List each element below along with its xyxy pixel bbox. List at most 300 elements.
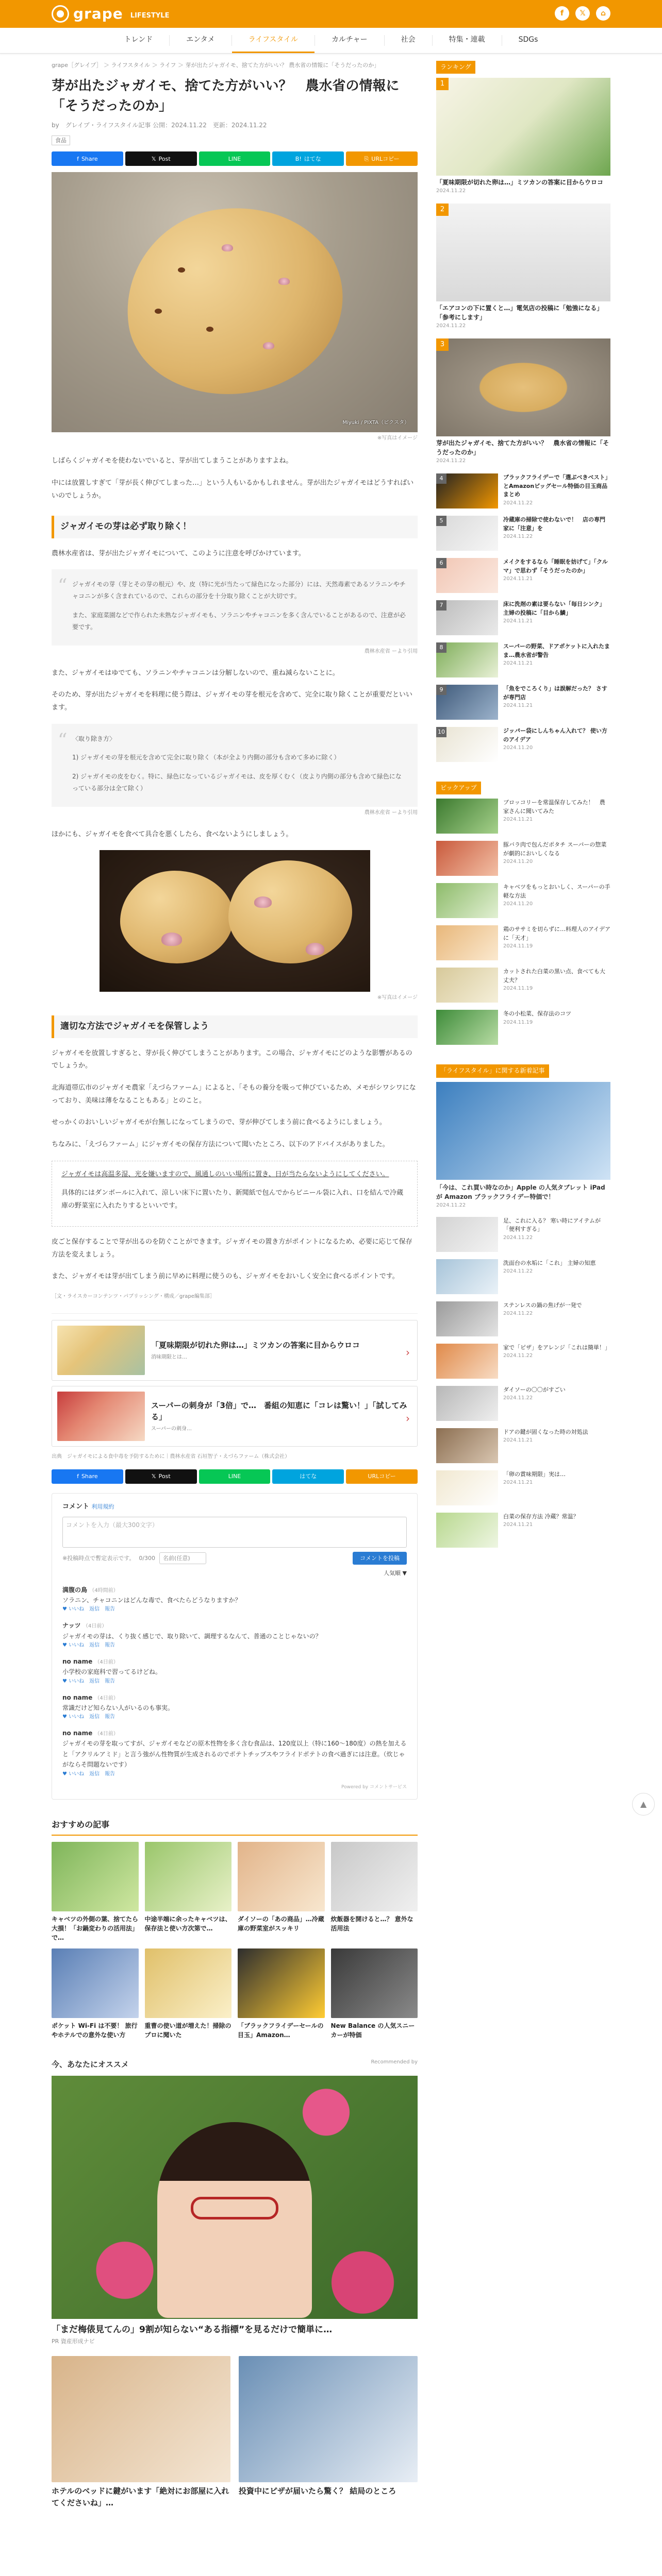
char-count: 0/300 [139,1554,156,1562]
x-icon[interactable]: 𝕏 [575,6,590,21]
potato-sprout [222,244,233,251]
grape-logo-icon [52,5,69,23]
lifestyle-title: ステンレスの鍋の焦げが一発で [503,1301,582,1309]
recommend-title: 「ブラックフライデーセールの目玉」Amazon… [238,2022,324,2039]
highlight-text: ジャガイモは高温多湿、光を嫌いますので、風通しのいい場所に置き、日が当たらないようにしてください。 [61,1170,389,1178]
top-bar [0,0,662,28]
recommend-title: キャベツの外側の葉、捨てたら大損！「お鍋変わりの活用法」で… [52,1915,139,1941]
brand-name: grape [73,5,123,22]
ranking-title: メイクをするなら「睡眠を妨げて」「クルマ」で思わず「そうだったのか」 [503,558,608,574]
facebook-icon: f [77,1473,79,1480]
article-tag[interactable]: 食品 [52,135,70,146]
lifestyle-title: 家で「ピザ」をアレンジ「これは簡単！」 [503,1344,611,1351]
recommend-thumb [145,1842,232,1911]
quote-text: “ 〈取り除き方〉 [72,735,116,742]
share-label: Post [158,1473,171,1480]
ranking-title: スーパーの野菜、ドアポケットに入れたまま…農水省が警告 [503,643,610,658]
recommend-thumb [238,1842,325,1911]
comment-actions[interactable]: ♥ いいね 返信 報告 [62,1606,115,1613]
lifestyle-item[interactable] [436,1344,610,1379]
share-hatena-button[interactable] [272,151,344,166]
share-bar [52,151,418,166]
commenter-name: ナッツ [62,1622,81,1630]
ranking-date: 2024.11.22 [503,534,533,540]
related-title: スーパーの刺身が「3倍」で… 番組の知恵に「コレは驚い！」「試してみる」 [151,1400,407,1422]
lifestyle-date: 2024.11.22 [503,1395,533,1401]
ad-big-title[interactable]: 「まだ梅俵見てんの」9割が知らない“ある指標”を見るだけで簡単に… [52,2324,333,2335]
rank-number: 1 [436,78,449,90]
paragraph: 皮ごと保存することで芽が出るのを防ぐことができます。ジャガイモの置き方がポイントになるため、必要に応じて保存方法を変えましょう。 [52,1238,412,1259]
lifestyle-item[interactable] [436,1513,610,1548]
potato-shape [114,194,355,408]
ranking-title: 冷蔵庫の掃除で使わないで！ 店の専門家に「注意」を [503,516,605,532]
quote-source[interactable]: 農林水産省 ーより引用 [364,648,418,654]
comments-title: コメント [62,1502,90,1511]
lifestyle-big-title: 「今は、これ買い時なのか」Apple の人気タブレット iPad が Amazon ブラックフライデー特価で！ [436,1183,605,1200]
pickup-title: キャベツをもっとおいしく、スーパーの手軽な方法 [503,884,610,899]
related-card[interactable] [52,1320,418,1381]
lifestyle-thumb [436,1259,498,1294]
highlight-box [52,1161,418,1227]
lifestyle-item[interactable] [436,1428,610,1463]
comment-item [62,1621,407,1650]
share-label: URLコピー [371,155,400,162]
paragraph: 農林水産省は、芽が出たジャガイモについて、このように注意を呼びかけています。 [52,549,305,557]
comment-text: 小学校の家庭科で習ってるけどね。 [62,1668,162,1676]
lifestyle-date: 2024.11.22 [503,1234,533,1241]
recommend-title: New Balance の人気スニーカーが特価 [330,2022,415,2039]
pickup-heading: ピックアップ [436,782,481,794]
ad-card[interactable] [239,2356,418,2509]
recommend-card[interactable] [238,1842,325,1942]
nav-entame[interactable]: エンタメ [186,35,215,44]
chevron-up-icon: ▲ [640,1799,647,1809]
share-label: Post [158,155,171,162]
ranking-thumb [436,642,498,677]
lifestyle-item[interactable] [436,1259,610,1294]
share-label: はてな [300,1473,317,1480]
lifestyle-date: 2024.11.21 [503,1480,533,1486]
comment-controls [62,1552,407,1565]
ranking-item[interactable] [436,600,610,635]
ad-thumb [239,2356,418,2482]
ad-powered: Recommended by [371,2059,418,2065]
ranking-date: 2024.11.22 [436,458,466,464]
rank-number: 10 [436,727,446,737]
comment-text: ジャガイモの芽を取ってすが、ジャガイモなどの原木性物を多く含む食品は、120度以上（特に160〜180度）の熱を加えると「アクリルアミド」と言う強がん性物質が生成されるのでポテトチップスやフライドポテトの食べ過ぎには注意。（炊じゃがならそ問題ないです） [62,1740,407,1769]
highlight-text: 具体的にはダンボールに入れて、涼しい床下に置いたり、新聞紙で包んでからビニール袋に入れ、口を結んで冷蔵庫の野菜室に入れたりするといいです。 [61,1189,404,1210]
ranking-date: 2024.11.22 [503,500,533,506]
ranking-date: 2024.11.21 [503,703,533,709]
comment-age: （4日前） [82,1623,107,1630]
share-line-button[interactable] [199,151,271,166]
potato-shape [228,860,352,963]
pickup-item[interactable] [436,799,610,834]
link-icon: ⎘ [364,155,369,162]
lifestyle-date: 2024.11.22 [503,1311,533,1317]
share-line-button[interactable] [199,1469,271,1484]
potato-shape [120,871,234,963]
share-bar-bottom [52,1469,418,1484]
article-body [52,455,418,1283]
share-label: LINE [228,155,241,162]
rules-link[interactable]: 利用規約 [91,1503,114,1510]
share-label: URLコピー [368,1473,396,1480]
lifestyle-title: 足、これに入る？ 寒い時にアイテムが「便利すぎる」 [503,1217,601,1233]
recommend-title: 中途半端に余ったキャベツは、保存法と使い方次第で… [144,1915,231,1932]
ranking-date: 2024.11.21 [503,576,533,582]
rank-number: 2 [436,204,449,216]
ranking-top [436,78,610,465]
paragraph: また、ジャガイモはゆでても、ソラニンやチャコニンは分解しないので、重ね減らないことに。 [52,669,339,677]
ranking-thumb [436,727,498,762]
rank-number: 9 [436,685,446,695]
potato-sprout [278,278,290,285]
paragraph: せっかくのおいしいジャガイモが台無しになってしまうので、芽が伸びてしまう前に食べるようにしましょう。 [52,1118,386,1127]
rank-number: 5 [436,516,446,526]
comment-item [62,1728,407,1778]
ranking-thumb [436,473,498,509]
blockquote [52,724,418,807]
recommend-card[interactable] [331,1842,418,1942]
rank-number: 8 [436,642,446,653]
breadcrumb[interactable]: grape［グレイプ］ ＞ ライフスタイル ＞ ライフ ＞ 芽が出たジャガイモ、捨てた方がいい？ 農水省の情報に「そうだったのか」 [52,62,380,69]
ad-big-image[interactable] [52,2076,418,2319]
blockquote [52,569,418,645]
comment-item [62,1693,407,1722]
quote-text: また、家庭菜園などで作られた未熟なジャガイモも、ソラニンやチャコニンを多く含んでいることがあるので、注意が必要です。 [72,611,406,631]
ranking-item[interactable] [436,516,610,551]
share-hatena-button[interactable] [272,1469,344,1484]
lifestyle-thumb [436,1217,498,1252]
paragraph: しばらくジャガイモを使わないでいると、芽が出てしまうことがありますよね。 [52,457,293,465]
comment-age: （4日前） [94,1695,119,1701]
comment-text: 常識だけど知らない人がいるのも事実。 [62,1704,174,1711]
comment-actions[interactable]: ♥ いいね 返信 報告 [62,1771,115,1777]
chevron-right-icon: › [406,1412,410,1425]
share-x-button[interactable] [125,1469,197,1484]
pickup-thumb [436,883,498,918]
lifestyle-title: 洗面台の水垢に「これ」 主婦の知恵 [503,1259,596,1266]
ranking-item[interactable] [436,204,610,330]
article-main [52,61,418,2509]
pickup-item[interactable] [436,883,610,918]
pickup-title: 豚バラ肉で包んだポタチ スーパーの惣菜が劇的においしくなる [503,841,607,857]
share-x-button[interactable] [125,151,197,166]
potato-sprout [161,933,182,946]
image-credit: Miyuki / PIXTA（ピクスタ） [342,420,409,426]
paragraph: また、ジャガイモは芽が出てしまう前に早めに料理に使うのも、ジャガイモをおいしく安全に食べるポイントです。 [52,1273,399,1281]
ranking-thumb [436,685,498,720]
comment-actions[interactable]: ♥ いいね 返信 報告 [62,1714,115,1720]
comment-actions[interactable]: ♥ いいね 返信 報告 [62,1678,115,1684]
paragraph: 中には放置しすぎて「芽が長く伸びてしまった…」という人もいるかもしれません。芽が出たジャガイモはどうすればいいのでしょうか。 [52,479,414,500]
pickup-title: 鶏のササミを切らずに…料理人のアイデアに「天才」 [503,926,611,941]
ranking-title: 「エアコンの下に置くと…」電気店の投稿に「勉強になる」「参考にします」 [436,304,603,321]
lifestyle-thumb [436,1386,498,1421]
ad-thumb [52,2356,230,2482]
site-logo[interactable] [52,3,169,26]
ad-title: ホテルのベッドに鍵がいます「絶対にお部屋に入れてくださいね」… [52,2486,229,2507]
pickup-thumb [436,1010,498,1045]
lifestyle-big-item[interactable] [436,1082,610,1210]
lifestyle-title: ドアの鍵が固くなった時の対処法 [503,1428,588,1435]
ranking-thumb [436,516,498,551]
nav-society[interactable]: 社会 [401,35,416,44]
recommend-card[interactable] [331,1948,418,2040]
recommend-thumb [331,1948,418,2018]
ranking-date: 2024.11.21 [503,618,533,624]
recommend-grid [52,1842,418,2040]
pickup-date: 2024.11.21 [503,817,533,823]
image-caption: ※写真はイメージ [377,435,418,442]
hatena-icon: B! [295,155,302,162]
recommend-thumb [52,1948,139,2018]
recommend-card[interactable] [52,1842,139,1942]
share-facebook-button[interactable] [52,151,123,166]
recommend-card[interactable] [238,1948,325,2040]
scroll-top-button[interactable] [632,1793,655,1816]
ranking-list [436,473,610,762]
paragraph: ジャガイモを放置しすぎると、芽が長く伸びてしまうことがあります。この場合、ジャガイモにどのような影響があるのでしょうか。 [52,1049,412,1070]
ad-grid [52,2356,418,2509]
pickup-date: 2024.11.19 [503,943,533,950]
share-label: Share [81,155,98,162]
main-nav [0,28,662,54]
related-title: 「夏味期限が切れた卵は…」ミツカンの答案に目からウロコ [151,1341,360,1350]
share-copy-button[interactable] [346,1469,418,1484]
sidebar [436,61,610,2509]
lifestyle-item[interactable] [436,1217,610,1252]
nav-feature[interactable]: 特集・連載 [449,35,485,44]
lifestyle-item[interactable] [436,1470,610,1505]
pickup-date: 2024.11.19 [503,1019,533,1025]
pickup-date: 2024.11.20 [503,901,533,907]
lifestyle-title: ダイソーの〇〇がすごい [503,1386,566,1393]
share-label: LINE [228,1473,241,1480]
ranking-date: 2024.11.22 [436,323,466,329]
comment-section [52,1493,418,1800]
ranking-title: 「魚をでころくり」は誤解だった？ さすが専門店 [503,685,607,701]
comments-header [62,1502,407,1513]
recommend-title: 炊飯器を開けると…？ 意外な活用法 [330,1915,413,1932]
pickup-list [436,799,610,1045]
nav-sdgs[interactable]: SDGs [518,35,538,44]
home-icon[interactable]: ⌂ [596,6,610,21]
ad-glasses-shape [191,2197,278,2219]
x-icon: 𝕏 [151,1473,156,1480]
ranking-item[interactable] [436,727,610,762]
pickup-title: カットされた白菜の黒い点、食べても大丈夫？ [503,968,605,984]
nav-trend[interactable]: トレンド [124,35,153,44]
pickup-date: 2024.11.20 [503,859,533,865]
quote-text: 2) ジャガイモの皮をむく。特に、緑色になっているジャガイモは、皮を厚くむく（皮より内側の部分も含めて緑色になっている部分は全て除く） [72,773,402,792]
ranking-date: 2024.11.22 [436,188,466,194]
pickup-item[interactable] [436,841,610,876]
ranking-item[interactable] [436,642,610,677]
ranking-thumb [436,78,610,176]
ranking-date: 2024.11.21 [503,660,533,667]
paragraph: 北海道帯広市のジャガイモ農家「えづらファーム」によると、「そもの養分を吸って伸びているため、メモがシワシワになっており、美味は薄をなることもある」とのこと。 [52,1084,416,1105]
ranking-item[interactable] [436,473,610,509]
lifestyle-date: 2024.11.22 [503,1353,533,1359]
rank-number: 4 [436,473,446,484]
pickup-item[interactable] [436,1010,610,1045]
rank-number: 7 [436,600,446,611]
ranking-thumb [436,338,610,436]
comments-powered: Powered by コメントサービス [341,1784,407,1790]
lifestyle-thumb [436,1470,498,1505]
lifestyle-date: 2024.11.21 [503,1522,533,1528]
paragraph: そのため、芽が出たジャガイモを料理に使う際は、ジャガイモの芽を根元を含めて、完全に取り除くことが重要だといいます。 [52,691,412,711]
ad-header [52,2058,418,2071]
rank-number: 3 [436,338,449,351]
ranking-title: 「夏味期限が切れた卵は…」ミツカンの答案に目からウロコ [436,179,604,187]
lifestyle-thumb [436,1301,498,1336]
related-articles [52,1313,418,1447]
pickup-item[interactable] [436,968,610,1003]
lifestyle-big-thumb [436,1082,610,1180]
recommend-title: 重曹の使い道が増えた！掃除のプロに聞いた [144,2022,231,2039]
pickup-date: 2024.11.19 [503,986,533,992]
ad-person-shape [157,2122,312,2318]
ranking-thumb [436,204,610,301]
ranking-thumb [436,600,498,635]
nickname-input[interactable]: 名前(任意) [159,1552,206,1565]
pickup-thumb [436,925,498,960]
recommend-card[interactable] [52,1948,139,2040]
comment-age: （4日前） [94,1659,119,1666]
share-label: はてな [304,155,321,162]
commenter-name: no name [62,1693,93,1701]
recommend-title: ダイソーの「あの商品」…冷蔵庫の野菜室がスッキリ [238,1915,324,1932]
comment-input[interactable]: コメントを入力（最大300文字） [62,1517,407,1548]
section-heading: ジャガイモの芽は必ず取り除く！ [52,516,418,538]
ranking-title: 芽が出たジャガイモ、捨てた方がいい？ 農水省の情報に「そうだったのか」 [436,439,609,456]
ranking-title: ブラックフライデーで「選ぶべきベスト」とAmazonビッグセール特価の目玉商品まとめ [503,474,608,498]
ad-big-source: PR 資産形成ナビ [52,2337,95,2345]
related-desc: 消味期限とは… [151,1354,187,1360]
lifestyle-thumb [436,1428,498,1463]
commenter-name: 満腹の鳥 [62,1586,88,1594]
nav-culture[interactable]: カルチャー [332,35,368,44]
lifestyle-item[interactable] [436,1301,610,1336]
related-desc: スーパーの刺身… [151,1426,192,1432]
comment-actions[interactable]: ♥ いいね 返信 報告 [62,1642,115,1649]
section-label: LIFESTYLE [130,11,170,20]
facebook-icon[interactable]: f [555,6,569,21]
sort-select[interactable]: 人気順 ▼ [384,1570,407,1577]
related-thumb [57,1392,145,1441]
recommend-thumb [331,1842,418,1911]
share-facebook-button[interactable] [52,1469,123,1484]
potato-sprout [263,342,274,349]
pickup-thumb [436,968,498,1003]
lifestyle-thumb [436,1344,498,1379]
share-copy-button[interactable] [346,151,418,166]
ad-title: 投資中にピザが届いたら驚く？ 結局のところ [239,2486,396,2496]
ad-card[interactable] [52,2356,230,2509]
potato-sprout [254,896,272,908]
nav-lifestyle[interactable]: ライフスタイル [232,28,315,53]
quote-source[interactable]: 農林水産省 ーより引用 [364,809,418,816]
recommend-card[interactable] [145,1842,232,1942]
ranking-title: 床に洗剤の素は要らない「毎日シンク」主婦の投稿に「目から鱗」 [503,601,605,616]
related-thumb [57,1326,145,1375]
quote-text: 1) ジャガイモの芽を根元を含めて完全に取り除く（本が全より内側の部分も含めて多めに除く） [72,754,340,761]
quote-text: “ ジャガイモの芽（芽とその芽の根元）や、皮（特に光が当たって緑色になった部分）には、天然毒素であるソラニンやチャコニンが多く含まれているので、これらの部分を十分取り除くことが大切です。 [72,581,406,600]
recommend-heading: おすすめの記事 [52,1818,418,1836]
lifestyle-thumb [436,1513,498,1548]
article-title: 芽が出たジャガイモ、捨てた方がいい？ 農水省の情報に「そうだったのか」 [52,78,400,114]
ranking-date: 2024.11.20 [503,745,533,751]
lifestyle-item[interactable] [436,1386,610,1421]
recommend-card[interactable] [145,1948,232,2040]
related-card[interactable] [52,1386,418,1447]
sprouted-potatoes-image [100,850,370,992]
hero-image-potato [52,172,418,432]
recommend-thumb [145,1948,232,2018]
x-icon: 𝕏 [151,155,156,162]
comment-text: ソラニン、チャコニンはどんな毒で、食べたらどうなりますか？ [62,1597,241,1604]
comment-notice: ※投稿時点で暫定表示です。 [62,1554,135,1562]
recommend-title: ポケット Wi-Fi は不要！ 旅行やホテルでの意外な使い方 [52,2022,138,2039]
paragraph: ほかにも、ジャガイモを食べて具合を悪くしたら、食べないようにしましょう。 [52,830,293,838]
section-heading: 適切な方法でジャガイモを保管しよう [52,1015,418,1038]
comment-age: （4日前） [94,1731,119,1737]
pickup-title: 冬の小松菜、保存法のコツ [503,1010,571,1018]
image-caption: ※写真はイメージ [377,995,418,1001]
commenter-name: no name [62,1730,93,1737]
byline-source: ［文・ライスカーコンテンツ・パブリッシング・構成／grape編集部］ [52,1293,215,1299]
pickup-title: ブロッコリーを常温保存してみた！ 農家さんに聞いてみた [503,799,605,815]
pickup-item[interactable] [436,925,610,960]
submit-comment-button[interactable]: コメントを投稿 [353,1552,407,1565]
ranking-item[interactable] [436,685,610,720]
pickup-thumb [436,799,498,834]
paragraph: ちなみに、「えづらファーム」にジャガイモの保存方法について聞いたところ、以下のアドバイスがありました。 [52,1141,389,1149]
lifestyle-title: 「卵の賞味期限」実は… [503,1470,566,1478]
footer-source[interactable]: 出典 ジャガイモによる食中毒を予防するために｜農林水産省 石垣智子・えづらファーム（株式会社） [52,1453,290,1460]
comment-text: ジャガイモの芽は、くり抜く感じで、取り除いて、調理するなんて、普通のことじゃないの？ [62,1632,322,1640]
ranking-item[interactable] [436,78,610,195]
facebook-icon: f [77,155,79,162]
comment-item [62,1657,407,1686]
lifestyle-date: 2024.11.21 [503,1437,533,1444]
rank-number: 6 [436,558,446,568]
ranking-item[interactable] [436,338,610,465]
chevron-right-icon: › [406,1346,410,1359]
lifestyle-title: 白菜の保存方法 冷蔵？常温？ [503,1513,579,1520]
header-icons [555,6,610,21]
share-label: Share [81,1473,98,1480]
recommend-thumb [238,1948,325,2018]
ranking-thumb [436,558,498,593]
pickup-thumb [436,841,498,876]
lifestyle-date: 2024.11.22 [503,1268,533,1275]
ranking-heading: ランキング [436,61,475,74]
ad-heading: 今、あなたにオススメ [52,2059,129,2069]
commenter-name: no name [62,1658,93,1666]
comment-item [62,1585,407,1614]
recommend-thumb [52,1842,139,1911]
lifestyle-heading: 「ライフスタイル」に関する新着記事 [436,1064,549,1077]
potato-sprout [306,943,324,955]
ranking-item[interactable] [436,558,610,593]
lifestyle-big-date: 2024.11.22 [436,1202,466,1208]
comment-age: （4時間前） [89,1587,119,1594]
ranking-title: ジッパー袋にしんちゃん入れて？ 使い方のアイデア [503,727,607,743]
